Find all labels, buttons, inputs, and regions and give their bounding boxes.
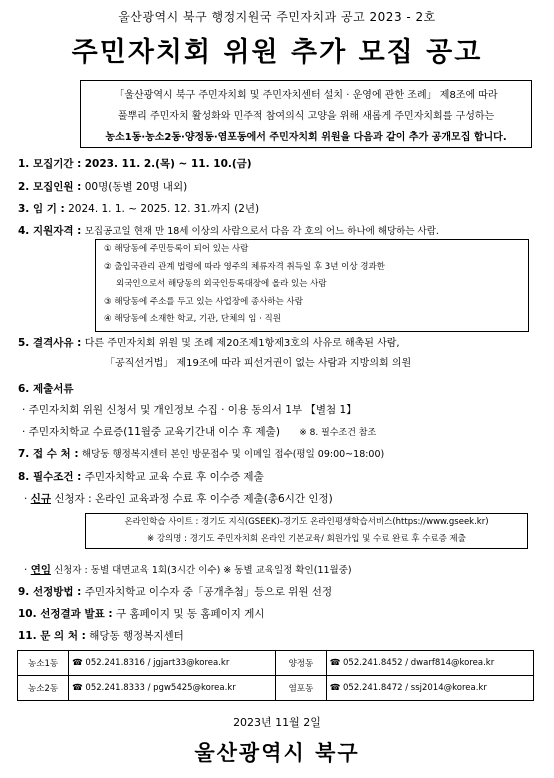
- item-label: 9. 선정방법 :: [18, 586, 82, 598]
- contact-info: ☎ 052.241.8333 / pgw5425@korea.kr: [69, 676, 276, 701]
- online-course-box: [85, 513, 528, 549]
- page-title: 주민자치회 위원 추가 모집 공고: [71, 37, 483, 68]
- item-period: [18, 157, 252, 171]
- dong-name: 양정동: [276, 651, 326, 676]
- contact-info: ☎ 052.241.8472 / ssj2014@korea.kr: [326, 676, 533, 701]
- item-term: [18, 202, 259, 216]
- item-inquiry: [18, 629, 184, 643]
- item-announcement: [18, 607, 265, 621]
- item-label: 1. 모집기간 :: [18, 158, 82, 170]
- document-line: · 주민자치회 위원 신청서 및 개인정보 수집 · 이용 동의서 1부 【별첨 1】: [22, 404, 357, 416]
- dong-name: 농소1동: [18, 651, 69, 676]
- issuer-name: 울산광역시 북구: [194, 741, 360, 765]
- contact-info: ☎ 052.241.8452 / dwarf814@korea.kr: [326, 651, 533, 676]
- item-value: 00명(동별 20명 내외): [84, 181, 188, 193]
- item-label: 2. 모집인원 :: [18, 181, 82, 193]
- item-requirement: [18, 470, 264, 484]
- bullet: ·: [24, 564, 31, 576]
- item-selection: [18, 585, 332, 599]
- bullet: ·: [24, 493, 31, 505]
- intro-box: [80, 80, 532, 148]
- renewal-applicant-label: 연임: [30, 564, 51, 576]
- contact-info: ☎ 052.241.8316 / jgjart33@korea.kr: [69, 651, 276, 676]
- renewal-applicant-line: [24, 563, 352, 578]
- criteria-item: 외국인으로서 해당동의 외국인등록대장에 올라 있는 사람: [116, 279, 327, 289]
- item-value: 2024. 1. 1. ~ 2025. 12. 31.까지 (2년): [68, 203, 260, 215]
- criteria-item: ② 출입국관리 관계 법령에 따라 영주의 체류자격 취득일 후 3년 이상 경과한: [104, 261, 385, 272]
- item-count: [18, 180, 187, 194]
- notice-number: 울산광역시 북구 행정지원국 주민자치과 공고 2023 - 2호: [118, 10, 436, 24]
- dong-name: 염포동: [276, 676, 326, 701]
- item-label: 6. 제출서류: [18, 383, 74, 395]
- item-value: 구 홈페이지 및 동 홈페이지 게시: [115, 608, 265, 620]
- renewal-applicant-text: 신청자 : 동별 대면교육 1회(3시간 이수) ※ 동별 교육일정 확인(11월중): [50, 565, 352, 576]
- item-label: 5. 결격사유 :: [18, 337, 82, 349]
- new-applicant-text: 신청자 : 온라인 교육과정 수료 후 이수증 제출(총6시간 인정): [50, 493, 333, 505]
- table-row: [18, 651, 534, 676]
- intro-line: 농소1동·농소2동·양정동·염포동에서 주민자치회 위원을 다음과 같이 추가 공개모집 합니다.: [105, 132, 507, 143]
- item-value: 2023. 11. 2.(목) ~ 11. 10.(금): [84, 158, 252, 170]
- document-text: · 주민자치학교 수료증(11월중 교육기간내 이수 후 제출): [22, 426, 280, 438]
- item-value: 다른 주민자치회 위원 및 조례 제20조제1항제3호의 사유로 해촉된 사람,: [84, 338, 400, 349]
- item-value: 모집공고일 현재 만 18세 이상의 사람으로서 다음 각 호의 어느 하나에 해당하는 사람.: [84, 226, 439, 237]
- item-disqualification-cont: 「공직선거법」 제19조에 따라 피선거권이 없는 사람과 지방의회 의원: [105, 358, 412, 369]
- item-label: 8. 필수조건 :: [18, 471, 82, 483]
- document-note: ※ 8. 필수조건 참조: [299, 428, 377, 438]
- item-label: 4. 지원자격 :: [18, 225, 82, 237]
- item-label: 7. 접 수 처 :: [18, 448, 79, 460]
- online-site-line: 온라인학습 사이트 : 경기도 지식(GSEEK)-경기도 온라인평생학습서비스(https://www.gseek.kr): [124, 517, 489, 527]
- notice-date: 2023년 11월 2일: [233, 716, 321, 729]
- item-label: 11. 문 의 처 :: [18, 630, 86, 642]
- criteria-item: ④ 해당동에 소재한 학교, 기관, 단체의 임 · 직원: [104, 314, 281, 324]
- item-value: 주민자치학교 교육 수료 후 이수증 제출: [84, 471, 264, 483]
- contact-table: [17, 650, 534, 701]
- online-course-line: ※ 강의명 : 경기도 주민자치회 온라인 기본교육/ 회원가입 및 수료 완료 후 수료증 제출: [147, 534, 466, 544]
- item-disqualification: [18, 336, 400, 351]
- item-documents: [18, 382, 74, 396]
- item-reception: [18, 447, 384, 462]
- item-label: 3. 임 기 :: [18, 203, 65, 215]
- criteria-item: ① 해당동에 주민등록이 되어 있는 사람: [104, 244, 249, 254]
- table-row: [18, 676, 534, 701]
- criteria-item: ③ 해당동에 주소를 두고 있는 사업장에 종사하는 사람: [104, 296, 303, 307]
- document-line: [22, 425, 376, 440]
- new-applicant-line: [24, 492, 333, 506]
- item-value: 해당동 행정복지센터: [89, 630, 184, 642]
- intro-line: 풀뿌리 주민자치 활성화와 민주적 참여의식 고양을 위해 새롭게 주민자치회를 구성하는: [117, 111, 495, 122]
- eligibility-criteria-box: [95, 239, 529, 332]
- new-applicant-label: 신규: [30, 493, 51, 505]
- item-value: 주민자치학교 이수자 중「공개추첨」등으로 위원 선정: [84, 586, 333, 598]
- intro-line: 「울산광역시 북구 주민자치회 및 주민자치센터 설치 · 운영에 관한 조례」 제8조에 따라: [114, 90, 498, 101]
- dong-name: 농소2동: [18, 676, 69, 701]
- item-label: 10. 선정결과 발표 :: [18, 608, 113, 620]
- item-value: 해당동 행정복지센터 본인 방문접수 및 이메일 접수(평일 09:00~18:00): [81, 449, 385, 460]
- item-eligibility: [18, 224, 439, 239]
